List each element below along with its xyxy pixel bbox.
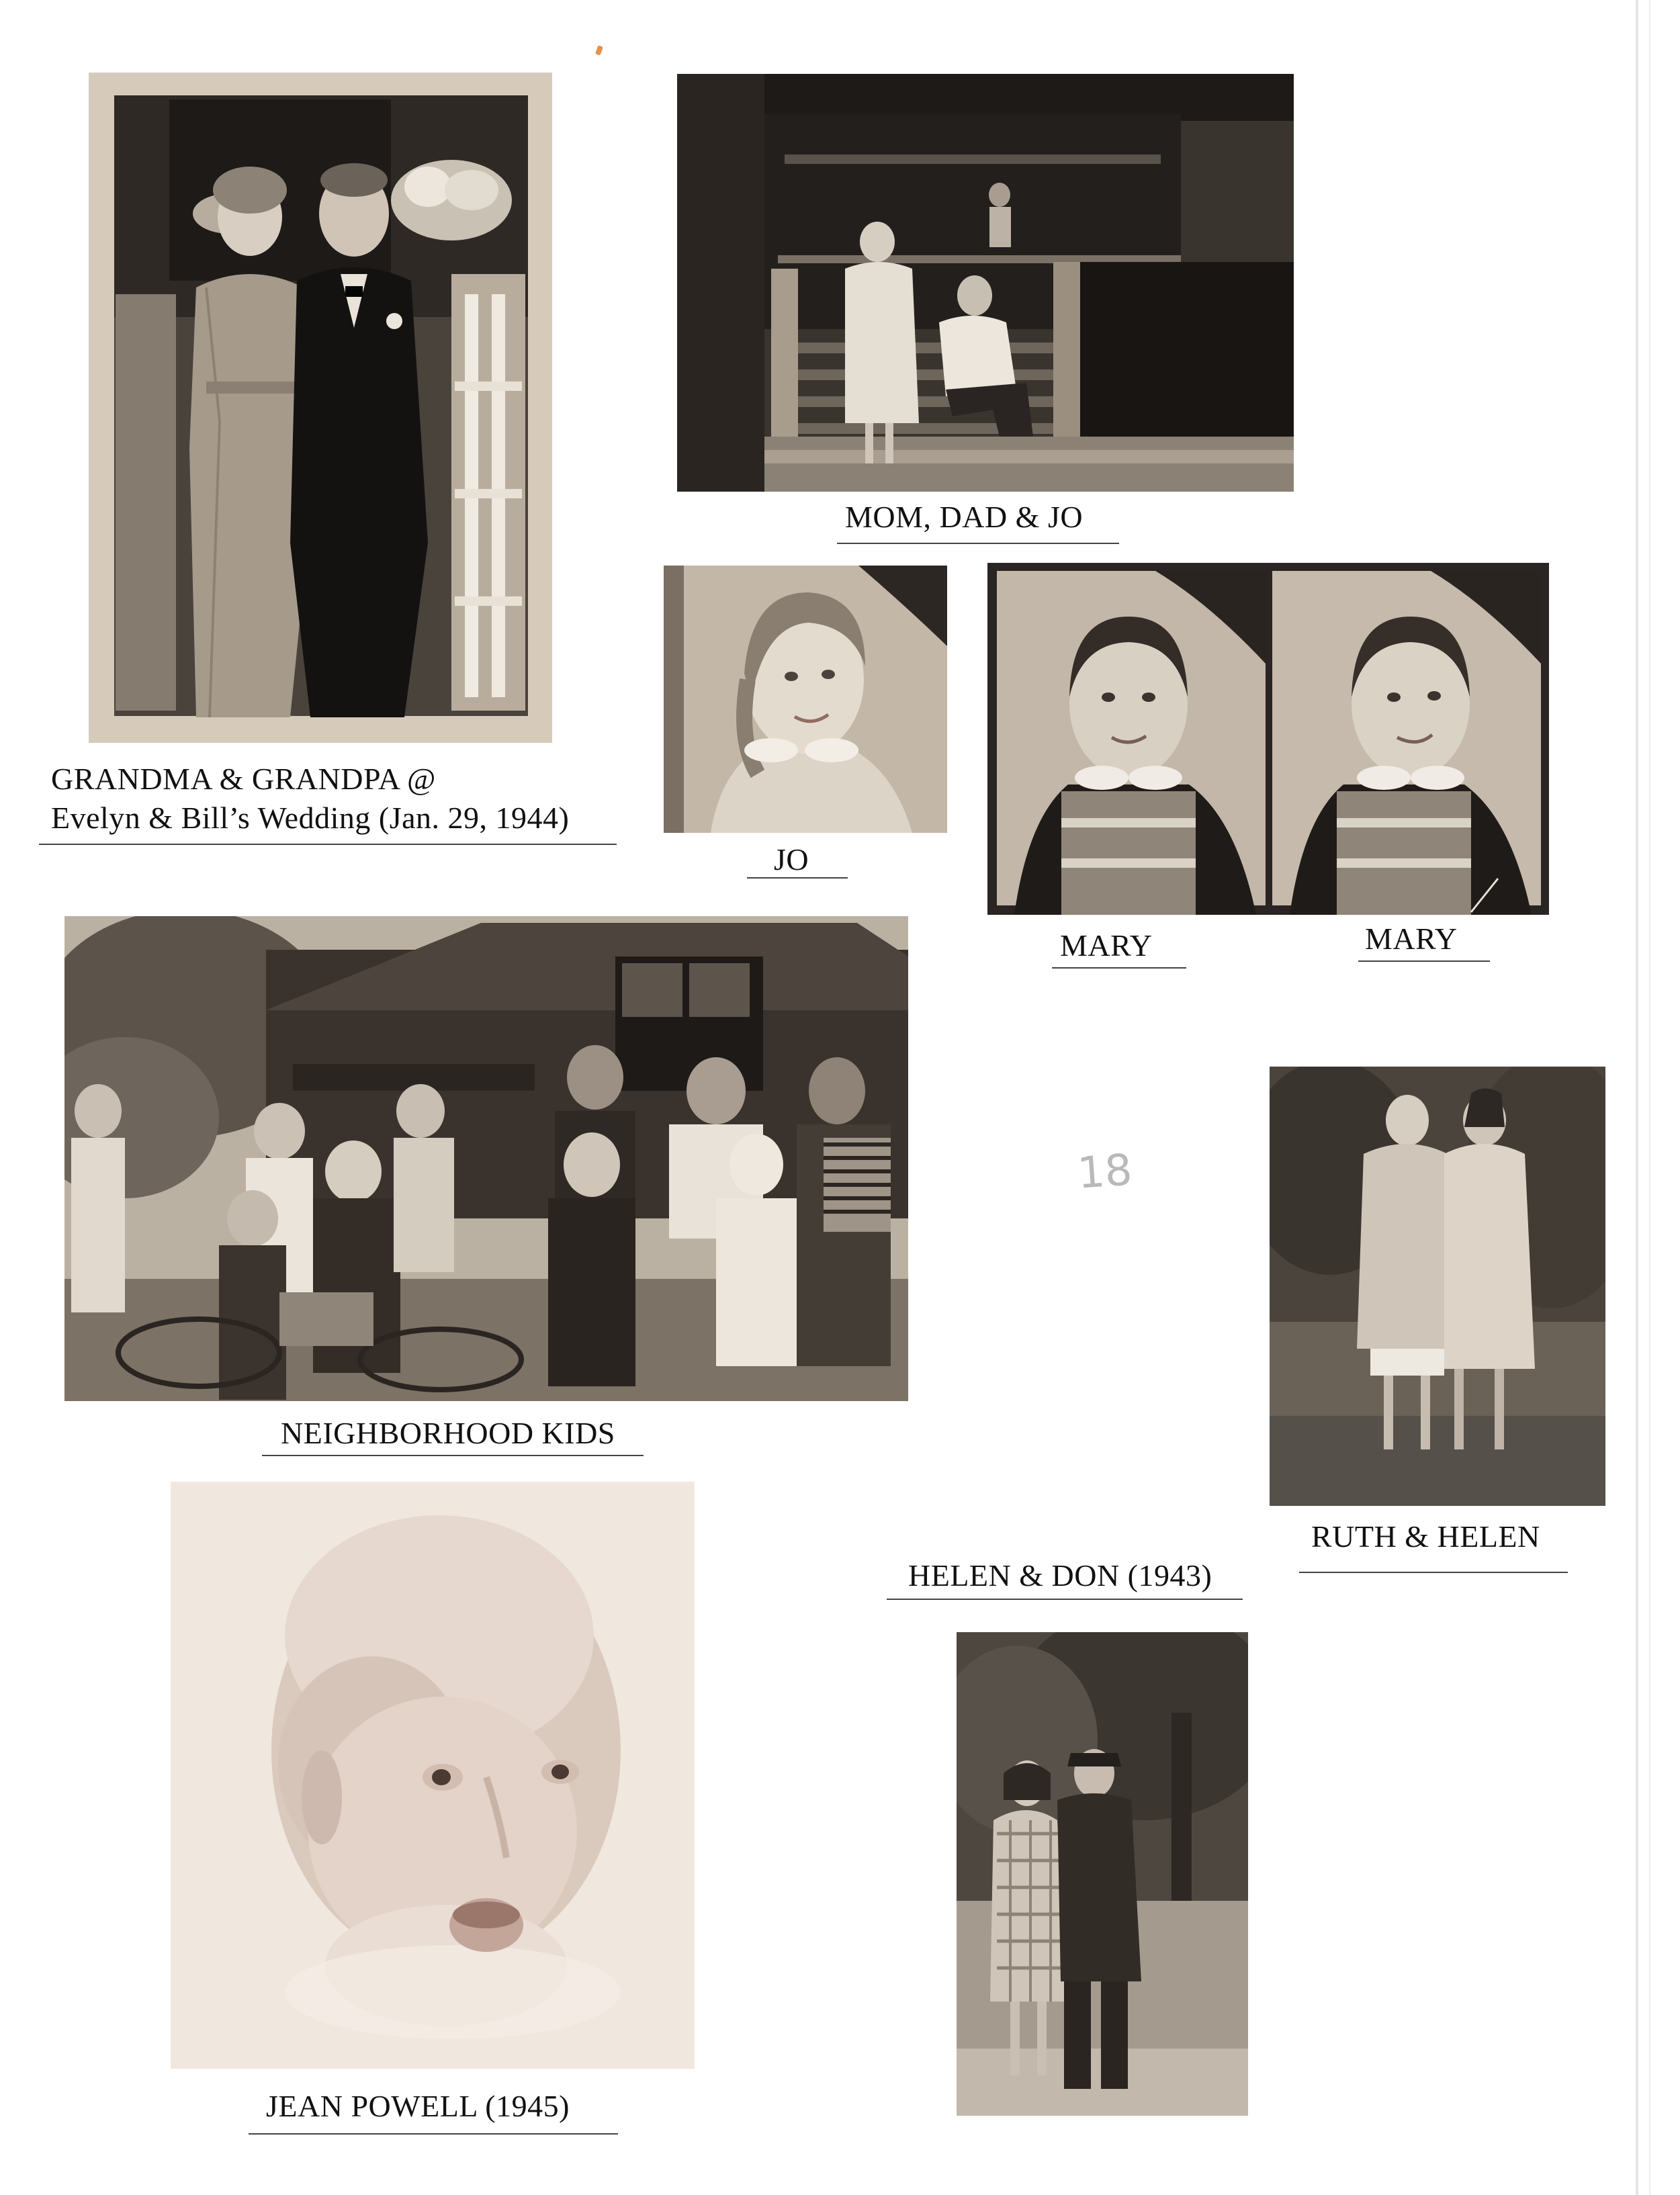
photo-ruth-helen [1270, 1067, 1605, 1506]
caption-jo: JO [774, 842, 809, 877]
caption-neighborhood-kids: NEIGHBORHOOD KIDS [281, 1416, 615, 1450]
caption-underline [262, 1455, 644, 1456]
caption-underline [837, 543, 1119, 544]
photo-helen-don [957, 1632, 1248, 2116]
photo-neighborhood-kids-image [64, 916, 908, 1401]
caption-mom-dad-jo: MOM, DAD & JO [845, 500, 1084, 534]
photo-mary-strip [987, 563, 1549, 915]
caption-underline [1358, 960, 1490, 962]
caption-underline [1052, 967, 1186, 969]
caption-underline [1299, 1572, 1568, 1573]
caption-grandparents-line1: GRANDMA & GRANDPA @ [51, 762, 436, 796]
caption-underline [39, 844, 617, 845]
caption-mary-right: MARY [1365, 922, 1458, 956]
photo-neighborhood-kids [64, 916, 908, 1401]
caption-underline [747, 877, 848, 879]
binder-edge-inner [1649, 0, 1650, 2195]
caption-grandparents-line2: Evelyn & Bill’s Wedding (Jan. 29, 1944) [51, 801, 570, 835]
caption-ruth-helen: RUTH & HELEN [1311, 1519, 1540, 1554]
photo-jean-powell-image [171, 1482, 695, 2069]
photo-jo-image [664, 566, 947, 833]
photo-ruth-helen-image [1270, 1067, 1605, 1506]
photo-jean-powell [171, 1482, 695, 2069]
paper-speck [595, 45, 603, 56]
binder-edge [1636, 0, 1638, 2195]
caption-helen-don: HELEN & DON (1943) [908, 1558, 1212, 1593]
caption-mary-left: MARY [1060, 928, 1153, 962]
caption-jean-powell: JEAN POWELL (1945) [266, 2089, 570, 2123]
photo-mom-dad-jo-image [677, 74, 1294, 492]
caption-underline [887, 1599, 1243, 1600]
photo-mary-strip-image [987, 563, 1549, 915]
page-number-mark: 18 [1075, 1145, 1134, 1199]
photo-helen-don-image [957, 1632, 1248, 2116]
photo-mom-dad-jo [677, 74, 1294, 492]
photo-jo [664, 566, 947, 833]
photo-grandma-grandpa [89, 73, 552, 743]
photo-grandma-grandpa-image [89, 73, 552, 743]
caption-underline [249, 2133, 618, 2135]
